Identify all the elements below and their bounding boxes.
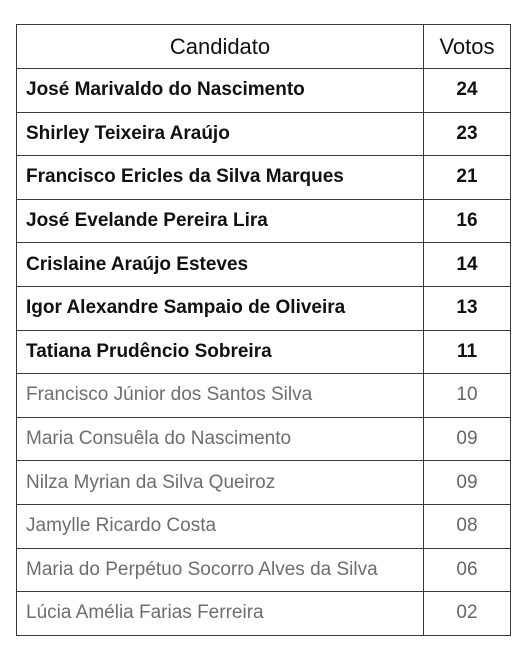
- candidate-name: Tatiana Prudêncio Sobreira: [17, 330, 424, 374]
- candidate-name: Nilza Myrian da Silva Queiroz: [17, 461, 424, 505]
- candidate-name: José Evelande Pereira Lira: [17, 199, 424, 243]
- vote-count: 24: [424, 69, 511, 113]
- header-row: [17, 25, 511, 69]
- table-row: [17, 374, 511, 418]
- vote-count: 21: [424, 156, 511, 200]
- vote-count: 16: [424, 199, 511, 243]
- results-table: [16, 24, 511, 636]
- candidate-name: Francisco Ericles da Silva Marques: [17, 156, 424, 200]
- table-row: [17, 69, 511, 113]
- candidate-name: Francisco Júnior dos Santos Silva: [17, 374, 424, 418]
- table-row: [17, 156, 511, 200]
- table-row: [17, 548, 511, 592]
- table-row: [17, 417, 511, 461]
- vote-count: 06: [424, 548, 511, 592]
- header-candidate: Candidato: [17, 25, 424, 69]
- vote-count: 14: [424, 243, 511, 287]
- vote-count: 02: [424, 592, 511, 636]
- candidate-name: Maria Consuêla do Nascimento: [17, 417, 424, 461]
- table-row: [17, 243, 511, 287]
- table-row: [17, 504, 511, 548]
- vote-count: 13: [424, 286, 511, 330]
- table-row: [17, 112, 511, 156]
- vote-count: 08: [424, 504, 511, 548]
- candidate-name: Maria do Perpétuo Socorro Alves da Silva: [17, 548, 424, 592]
- candidate-name: Shirley Teixeira Araújo: [17, 112, 424, 156]
- table-row: [17, 592, 511, 636]
- candidate-name: Igor Alexandre Sampaio de Oliveira: [17, 286, 424, 330]
- vote-count: 09: [424, 461, 511, 505]
- candidate-name: Crislaine Araújo Esteves: [17, 243, 424, 287]
- candidate-name: José Marivaldo do Nascimento: [17, 69, 424, 113]
- vote-count: 23: [424, 112, 511, 156]
- vote-count: 10: [424, 374, 511, 418]
- vote-count: 09: [424, 417, 511, 461]
- vote-count: 11: [424, 330, 511, 374]
- table-row: [17, 330, 511, 374]
- candidate-name: Lúcia Amélia Farias Ferreira: [17, 592, 424, 636]
- table-row: [17, 286, 511, 330]
- candidate-name: Jamylle Ricardo Costa: [17, 504, 424, 548]
- table-row: [17, 199, 511, 243]
- table-row: [17, 461, 511, 505]
- header-votes: Votos: [424, 25, 511, 69]
